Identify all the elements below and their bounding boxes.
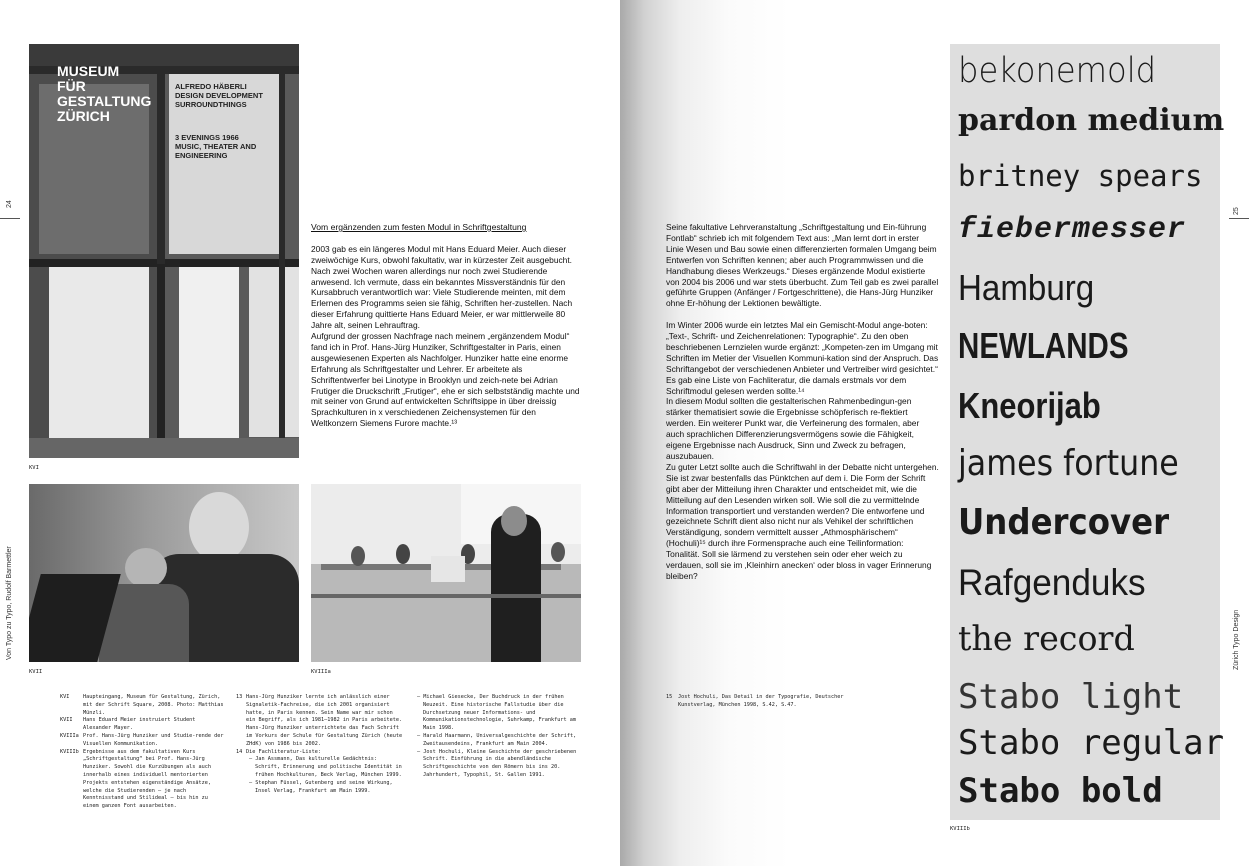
footnotes-middle — [236, 694, 404, 795]
poster-text: ALFREDO HÄBERLI DESIGN DEVELOPMENT SURROUNDTHINGS 3 EVENINGS 1966 MUSIC, THEATER AND ENGINEERING — [175, 82, 263, 160]
specimen-hamburg: Hamburg — [958, 267, 1095, 308]
specimen-stabo-regular: Stabo regular — [958, 723, 1225, 763]
specimen-rafgenduks: Rafgenduks — [958, 562, 1146, 603]
paragraph: In diesem Modul sollten die gestalterischen Rahmenbedingun-gen stärker thematisiert sowie die Ergebnisse schöpferisch re-flektiert werden. Ein weiterer Punkt war, die Verfeinerung des formalen, aber auch sprachlichen Differenzierungsvermögens sowie die Fähigkeit, eigene Ergebnisse nach Ausdruck, Sinn und Zweck zu befragen, auszubauen. — [666, 396, 920, 462]
paragraph: Nach zwei Wochen waren allerdings nur noch zwei Studierende anwesend. Ich vermute, dass ein bekanntes Missverständnis für den Kursabbruch verantwortlich war: Viele Studierende meinten, mit dem Erlernen des Programms seien sie fähig, Schriften her-zustellen. Nach dieser Erfahrung quittierte Hans Eduard Meier, er war mittlerweile 80 Jahre alt, seinen Lehrauftrag. — [311, 265, 573, 331]
photo-caption-label: KVI — [29, 465, 39, 471]
paragraph: Im Winter 2006 wurde ein letztes Mal ein Gemischt-Modul ange-boten: „Text-, Schrift- und Zeichenrelationen: Typographie“. Zu den oben beschriebenen Lernzielen wurde ergänzt: „Kompeten-zen im Umgang mit Schriften im Metier der Visuellen Kommuni-kation sind der Anspruch. Das Schriftangebot der verschiedenen Anbieter und Vertreiber wird gesichtet.“ — [666, 320, 939, 374]
photo-caption-label: KVII — [29, 669, 43, 675]
specimen-undercover: Undercover — [958, 502, 1170, 543]
caption-item: KVIIIb Ergebnisse aus dem fakultativen Kurs „Schriftgestaltung“ bei Prof. Hans-Jürg Hunziker. Sowohl die Kurzübungen als auch innerhalb eines individuell mentorierten Projekts entstehen eigenständige Ansätze, welche die Studierenden – je nach Kenntnisstand und Stilideal – bis hin zu einem ganzen Font ausarbeiten. — [60, 748, 212, 810]
footnote-13: 13 Hans-Jürg Hunziker lernte ich anlässlich einer Signaletik-Fachreise, die ich 2001 organisiert hatte, in Paris kennen. Sein Name war mir schon ein Begriff, als ich 1981–1982 in Paris arbeitete. Hans-Jürg Hunziker unterrichtete das Fach Schrift im Vorkurs der Schule für Gestaltung Zürich (heute ZHdK) von 1986 bis 2002. — [236, 694, 403, 747]
specimen-britney-spears: britney spears — [958, 159, 1203, 193]
specimen-the-record: the record — [958, 619, 1135, 659]
paragraph: Aufgrund der grossen Nachfrage nach meinem „ergänzendem Modul“ fand ich in Prof. Hans-Jürg Hunziker, Schriftgestalter in Paris, einen ausgewiesenen Experten als Nachfolger. Hunziker hatte eine enorme Erfahrung als Schriftgestalter und Lehrer. Er arbeitete als Schriftentwerfer bei Linotype in Brooklyn und zeich-nete bei Adrian Frutiger die Druckschrift „Frutiger“, ehe er sich selbstständig machte und mit seiner von Grund auf entwickelten Schriftsippe in über dreissig Sprachkulturen in x verschiedenen Zeichensystemen für den Weltkonzern Siemens Furore machte.¹³ — [311, 331, 580, 429]
reference-item: – Jost Hochuli, Kleine Geschichte der geschriebenen Schrift. Einführung in die abendländische Schriftgeschichte von den Römern bis ins 20. Jahrhundert, Typophil, St. Gallen 1991. — [417, 748, 577, 778]
photo-classroom — [311, 484, 581, 662]
page-marker-rule — [0, 218, 20, 219]
paragraph: Seine fakultative Lehrveranstaltung „Schriftgestaltung und Ein-führung Fontlab“ schrieb ich mit folgendem Text aus: „Man lernt dort in erster Linie Wesen und Bau sowie einen differenzierten formalen Umgang beim Entwerfen von Schriften kennen; aber auch Programmwissen und die Handhabung dieses Werkzeugs.“ Dieses ergänzende Modul existierte von 2004 bis 2006 und war stets überbucht. Zum Teil gab es zwei parallel geführte Gruppen (Anfänger / Fortgeschrittene), die Hans-Jürg Hunziker ohne Er-höhung der Lektionen bewältigte. — [666, 222, 939, 309]
page-marker-rule — [1229, 218, 1249, 219]
article-right-column — [666, 222, 939, 582]
reference-item: – Jan Assmann, Das kulturelle Gedächtnis: Schrift, Erinnerung und politische Identität in frühen Hochkulturen, Beck Verlag, München 1999. — [249, 756, 402, 778]
specimen-bekonemold: bekonemold — [958, 51, 1157, 91]
specimen-caption-label: KVIIIb — [950, 826, 970, 832]
page-number: 24 — [6, 200, 13, 208]
photo-museum-entrance — [29, 44, 299, 458]
specimen-stabo-bold: Stabo bold — [958, 771, 1163, 811]
caption-list — [60, 694, 225, 811]
footnotes-right — [414, 694, 584, 780]
caption-item: KVII Hans Eduard Meier instruiert Student Alexander Mayer. — [60, 717, 196, 732]
caption-item: KVIIIa Prof. Hans-Jürg Hunziker und Studie-rende der Visuellen Kommunikation. — [60, 732, 224, 747]
paragraph: Zu guter Letzt sollte auch die Schriftwahl in der Debatte nicht untergehen. Sie ist zwar bestenfalls das Pünktchen auf dem i. Die Form der Schrift gibt aber der Mitteilung ihren Charakter und entscheidet mit, wie die Mitteilung auf den Lesenden wirken soll. Wie soll die zu vermittelnde Information transportiert und verstanden werden? Die entworfene und gezeichnete Schrift dient also nicht nur als Vehikel der schriftlichen Verständigung, sondern vermittelt ausser „Athmosphärischem“ (Hochuli)¹⁵ durch ihre Formensprache auch eine Teilinformation: Tonalität. Soll sie lärmend zu verstehen sein oder eher weich zu verdauen, soll sie im ‚Kleinhirn anecken‘ oder bloss in vager Erinnerung bleiben? — [666, 461, 939, 581]
paragraph: 2003 gab es ein längeres Modul mit Hans Eduard Meier. Auch dieser zweiwöchige Kurs, obwohl fakultativ, war in kürzester Zeit ausgebucht. — [311, 243, 572, 265]
reference-item: – Harald Haarmann, Universalgeschichte der Schrift, Zweitausendeins, Frankfurt am Main 2004. — [417, 732, 577, 747]
footnote-14: 14 Die Fachliteratur-Liste: — [236, 748, 321, 755]
specimen-newlands: NEWLANDS — [958, 325, 1129, 366]
section-heading: Vom ergänzenden zum festen Modul in Schriftgestaltung — [311, 222, 527, 232]
photo-meier-student — [29, 484, 299, 662]
specimen-james-fortune: james fortune — [958, 443, 1179, 484]
reference-item: – Michael Giesecke, Der Buchdruck in der frühen Neuzeit. Eine historische Fallstudie über die Durchsetzung neuer Informations- und Kommunikationstechnologie, Suhrkamp, Frankfurt am Main 1998. — [417, 694, 577, 732]
museum-sign: MUSEUM FÜR GESTALTUNG ZÜRICH — [57, 63, 152, 124]
running-head: Zürich Typo Design — [1233, 609, 1240, 670]
reference-item: – Stephan Füssel, Gutenberg und seine Wirkung, Insel Verlag, Frankfurt am Main 1999. — [249, 779, 393, 794]
paragraph: Es gab eine Liste von Fachliteratur, die damals erstmals vor dem Schriftmodul gelesen werden sollte.¹⁴ — [666, 374, 907, 396]
specimen-kneorijab: Kneorijab — [958, 385, 1101, 426]
specimen-fiebermesser: fiebermesser — [958, 213, 1187, 247]
specimen-pardon-medium: pardon medium — [958, 103, 1225, 138]
specimen-stabo-light: Stabo light — [958, 677, 1184, 717]
article-left-column — [311, 222, 583, 429]
footnote-15: 15 Jost Hochuli, Das Detail in der Typografie, Deutscher Kunstverlag, München 1998, S.42, S.47. — [666, 694, 844, 708]
photo-caption-label: KVIIIa — [311, 669, 331, 675]
caption-item: KVI Haupteingang, Museum für Gestaltung, Zürich, mit der Schrift Square, 2008. Photo: Matthias Münzli. — [60, 694, 224, 716]
page-number: 25 — [1233, 207, 1240, 215]
running-head: Von Typo zu Typo, Rudolf Barmettler — [6, 546, 13, 660]
type-specimen-panel — [950, 44, 1225, 820]
